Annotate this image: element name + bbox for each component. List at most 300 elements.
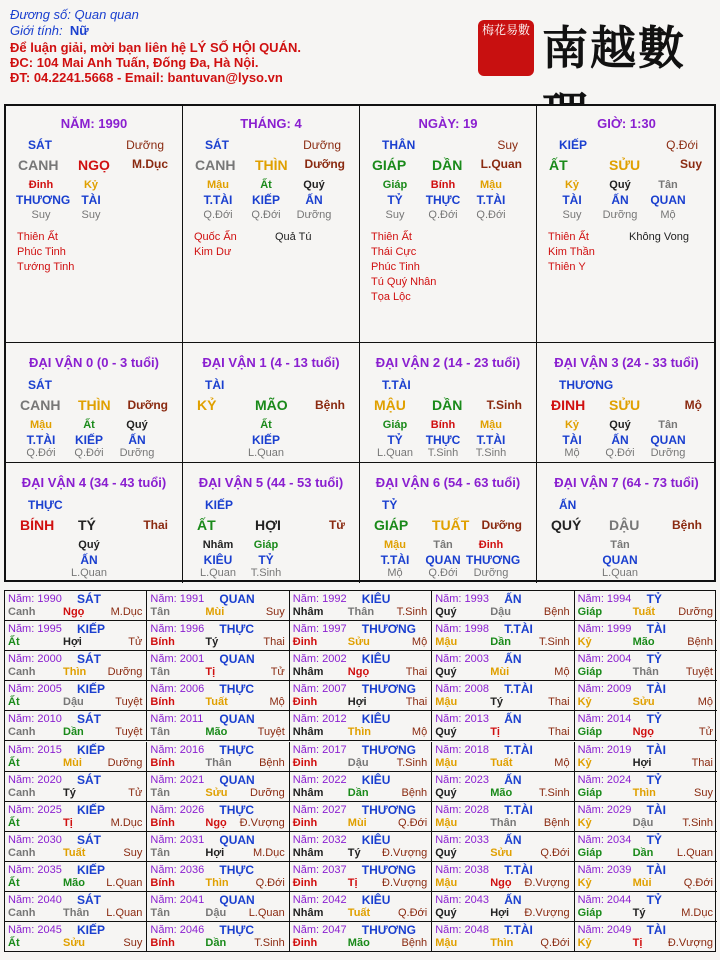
year-chi: Tị (63, 816, 73, 829)
year-can: Quý (435, 606, 457, 618)
star-item: Phúc Tinh (17, 246, 66, 258)
year-can: Kỷ (577, 636, 592, 649)
year-cell (290, 892, 432, 922)
year-can: Kỷ (577, 756, 592, 769)
logo-text: 南越數 (542, 21, 686, 75)
year-thap-than: ẤN (504, 893, 522, 907)
year-thap-than: THƯƠNG (361, 862, 416, 877)
year-thap-than: T.TÀI (504, 862, 533, 877)
year-label (293, 774, 347, 786)
year-label (435, 774, 489, 786)
year-label (150, 774, 204, 786)
dai-van-title: ĐẠI VẬN 1 (4 - 13 tuổi) (202, 355, 340, 370)
year-cell (575, 922, 717, 952)
year-thap-than: T.TÀI (504, 622, 533, 637)
pillar-can: CANH (195, 157, 236, 173)
year-prefix: Năm: (292, 863, 320, 876)
year-truong-sinh: Suy (265, 606, 285, 618)
hidden-truong-sinh: Suy (31, 209, 51, 221)
year-label (150, 744, 204, 756)
year-prefix: Năm: (292, 743, 320, 756)
year-chi: Mùi (205, 606, 225, 618)
dai-van-title: ĐẠI VẬN 3 (24 - 33 tuổi) (554, 355, 699, 370)
year-chi: Sửu (63, 937, 86, 950)
year-can: Ất (8, 696, 20, 709)
year-thap-than: QUAN (219, 592, 255, 606)
year-number: 2007 (319, 683, 347, 696)
year-chi: Ngọ (632, 726, 654, 739)
duong-so-value: Quan quan (74, 7, 139, 22)
pillar-cell (183, 106, 360, 343)
dai-van-title: ĐẠI VẬN 4 (34 - 43 tuổi) (21, 475, 167, 490)
hidden-thap-than: TỶ (258, 553, 274, 567)
year-prefix: Năm: (577, 924, 604, 937)
year-label (8, 653, 62, 665)
year-label (578, 623, 632, 635)
year-prefix: Năm: (150, 593, 177, 605)
year-cell (5, 862, 147, 892)
year-chi: Sửu (347, 636, 370, 649)
year-can: Đinh (292, 756, 318, 769)
year-number: 2037 (319, 863, 347, 876)
hidden-truong-sinh: Suy (562, 209, 582, 221)
year-truong-sinh: Mộ (269, 696, 285, 709)
stars-list (548, 230, 595, 275)
hidden-thap-than: THƯƠNG (466, 553, 521, 567)
year-cell (432, 772, 574, 802)
hidden-thap-than: KIẾP (251, 433, 280, 447)
hidden-thap-than: T.TÀI (26, 433, 56, 447)
year-chi: Thìn (490, 937, 514, 950)
dai-van-can: KỶ (197, 397, 217, 413)
year-label (578, 683, 632, 695)
year-chi: Mão (632, 636, 655, 649)
hidden-truong-sinh: Dưỡng (296, 209, 332, 221)
year-chi: Mão (490, 786, 513, 799)
year-label (578, 804, 632, 816)
year-can: Canh (8, 666, 36, 679)
year-thap-than: KIẾP (77, 742, 106, 757)
year-label (293, 593, 347, 605)
year-thap-than: SÁT (77, 592, 101, 606)
logo (478, 8, 714, 78)
year-truong-sinh: Đ.Vượng (667, 937, 713, 950)
year-cell (575, 772, 717, 802)
year-thap-than: QUAN (219, 652, 255, 667)
year-can: Nhâm (292, 846, 324, 859)
year-can: Mậu (435, 696, 458, 709)
hidden-can: Quý (609, 419, 631, 431)
year-thap-than: THỰC (219, 742, 255, 757)
hidden-can: Đinh (478, 539, 504, 551)
hidden-can: Đinh (28, 179, 54, 191)
hidden-can: Kỷ (564, 419, 580, 431)
year-cell (432, 802, 574, 832)
year-thap-than: TỶ (646, 592, 662, 606)
year-label (435, 593, 489, 605)
year-can: Đinh (292, 816, 318, 829)
year-number: 2009 (603, 683, 632, 696)
hidden-truong-sinh: T.Sinh (475, 447, 507, 459)
hidden-can: Tân (433, 539, 453, 551)
year-thap-than: TÀI (646, 923, 666, 938)
year-label (150, 713, 203, 725)
year-thap-than: QUAN (219, 893, 255, 907)
year-can: Kỷ (577, 937, 592, 950)
year-label (435, 804, 489, 816)
year-thap-than: TÀI (646, 802, 666, 817)
hidden-truong-sinh: L.Quan (247, 447, 285, 459)
year-label (435, 864, 489, 876)
pillar-top-left: SÁT (28, 138, 52, 152)
hidden-truong-sinh: Q.Đới (203, 209, 233, 221)
pillar-chi: THÌN (255, 157, 288, 173)
pillar-cell (537, 106, 716, 343)
year-prefix: Năm: (8, 683, 35, 696)
year-truong-sinh: Mộ (554, 666, 570, 679)
hidden-thap-than: T.TÀI (476, 433, 506, 447)
year-truong-sinh: Bệnh (259, 756, 285, 769)
year-can: Bính (150, 937, 175, 950)
star-item: Thiên Ất (371, 231, 412, 243)
hidden-thap-than: T.TÀI (203, 193, 233, 207)
pillar-title: THÁNG: 4 (240, 116, 302, 131)
year-can: Tân (150, 726, 170, 739)
year-cell (147, 862, 289, 892)
year-truong-sinh: L.Quan (676, 846, 713, 859)
year-prefix: Năm: (150, 924, 177, 937)
year-cell (5, 802, 147, 832)
dai-van-top: THỰC (28, 498, 63, 512)
hidden-truong-sinh: Mộ (387, 567, 403, 579)
year-number: 2017 (319, 743, 347, 756)
dai-van-can: MẬU (374, 397, 406, 413)
dai-van-right: Tử (328, 518, 345, 532)
year-cell (575, 651, 717, 681)
stars-list (194, 230, 237, 260)
year-can: Nhâm (292, 666, 324, 679)
year-thap-than: ẤN (504, 652, 522, 667)
year-truong-sinh: T.Sinh (254, 937, 285, 950)
year-thap-than: ẤN (504, 832, 522, 847)
year-truong-sinh: Bệnh (687, 636, 713, 649)
year-label (8, 834, 62, 846)
year-cell (5, 651, 147, 681)
year-cell (147, 651, 289, 681)
hidden-can: Kỷ (564, 179, 580, 191)
year-number: 2021 (176, 773, 205, 786)
year-prefix: Năm: (435, 833, 462, 846)
year-chi: Thìn (632, 786, 656, 799)
year-number: 2016 (176, 743, 205, 756)
year-label (293, 653, 347, 665)
year-label (8, 774, 62, 786)
year-can: Ất (8, 876, 20, 889)
year-can: Đinh (292, 696, 318, 709)
year-truong-sinh: T.Sinh (682, 816, 713, 829)
year-cell (575, 742, 717, 772)
year-can: Tân (150, 907, 170, 919)
year-can: Quý (435, 907, 457, 919)
year-label (293, 623, 347, 635)
year-prefix: Năm: (577, 863, 604, 876)
year-can: Bính (150, 636, 175, 649)
year-chi: Dậu (490, 606, 511, 618)
year-prefix: Năm: (8, 833, 35, 846)
year-thap-than: KIẾP (77, 923, 106, 938)
pillar-title: NGÀY: 19 (418, 116, 478, 131)
year-truong-sinh: Mộ (554, 756, 570, 769)
year-prefix: Năm: (577, 894, 604, 906)
stars-list (17, 230, 74, 275)
year-label (435, 653, 489, 665)
year-label (293, 804, 347, 816)
main-chart-grid (4, 104, 716, 582)
year-thap-than: ẤN (504, 592, 522, 606)
year-prefix: Năm: (8, 593, 35, 605)
year-number: 2003 (461, 653, 489, 666)
year-can: Giáp (577, 786, 603, 799)
year-label (435, 744, 489, 756)
year-chi: Tý (205, 636, 219, 649)
year-cell (5, 892, 147, 922)
hidden-can: Giáp (382, 179, 408, 191)
year-thap-than: ẤN (504, 712, 522, 727)
year-truong-sinh: Đ.Vượng (239, 816, 285, 829)
year-cell (147, 772, 289, 802)
year-thap-than: KIÊU (361, 772, 391, 787)
year-truong-sinh: Suy (123, 846, 143, 859)
year-truong-sinh: Suy (123, 937, 143, 950)
dai-van-cell (537, 343, 716, 463)
year-can: Giáp (577, 907, 603, 919)
year-label (578, 894, 632, 906)
hidden-truong-sinh: T.Sinh (250, 567, 282, 579)
pillar-can: CANH (18, 157, 59, 173)
year-thap-than: KIẾP (77, 862, 106, 877)
year-number: 2008 (461, 683, 489, 696)
year-prefix: Năm: (292, 713, 320, 726)
dai-van-right: Bệnh (315, 398, 345, 412)
year-number: 2010 (34, 713, 62, 726)
year-number: 2027 (319, 803, 347, 816)
year-chi: Dần (63, 726, 84, 739)
dai-van-cell (537, 463, 716, 583)
year-cell (575, 802, 717, 832)
year-prefix: Năm: (292, 683, 320, 696)
year-truong-sinh: T.Sinh (396, 606, 428, 618)
year-label (150, 924, 204, 936)
year-chi: Ngọ (205, 816, 227, 829)
year-label (8, 683, 62, 695)
year-prefix: Năm: (8, 653, 35, 666)
year-cell (575, 832, 717, 862)
year-prefix: Năm: (435, 713, 462, 726)
stars-list-2 (275, 230, 312, 245)
hidden-thap-than: T.TÀI (476, 193, 506, 207)
year-chi: Thìn (63, 666, 87, 679)
year-chi: Tuất (205, 696, 228, 709)
year-cell (575, 591, 717, 621)
year-label (8, 804, 62, 816)
year-thap-than: QUAN (219, 832, 255, 847)
year-truong-sinh: Bệnh (543, 816, 570, 829)
hidden-truong-sinh: Dưỡng (602, 209, 638, 221)
year-label (150, 894, 204, 906)
year-cell (5, 772, 147, 802)
year-prefix: Năm: (292, 924, 320, 937)
year-cell (5, 681, 147, 711)
hidden-thap-than: THỰC (425, 433, 461, 447)
year-chi: Dần (347, 786, 369, 799)
hidden-can: Quý (126, 419, 148, 431)
dai-van-title: ĐẠI VẬN 6 (54 - 63 tuổi) (375, 475, 521, 490)
year-truong-sinh: Đ.Vượng (524, 876, 570, 889)
year-number: 2024 (603, 773, 632, 786)
year-truong-sinh: Dưỡng (107, 756, 143, 769)
pillar-chi-right: M.Dục (132, 157, 168, 171)
year-can: Tân (150, 846, 170, 859)
year-thap-than: THƯƠNG (361, 923, 416, 938)
hidden-thap-than: T.TÀI (380, 553, 410, 567)
year-truong-sinh: Dưỡng (678, 606, 713, 618)
star-item: Tú Quý Nhân (371, 276, 437, 288)
year-prefix: Năm: (150, 713, 177, 726)
year-cell (290, 681, 432, 711)
year-truong-sinh: Q.Đới (683, 876, 713, 889)
year-label (578, 713, 632, 725)
hidden-truong-sinh: Mộ (660, 209, 676, 221)
year-chi: Mùi (63, 756, 82, 769)
year-number: 2042 (319, 894, 347, 906)
year-can: Kỷ (577, 816, 592, 829)
hidden-can: Mậu (480, 179, 502, 191)
year-truong-sinh: Thai (548, 696, 570, 709)
year-chi: Sửu (632, 696, 655, 709)
year-can: Canh (8, 907, 36, 919)
year-cell (432, 681, 574, 711)
dai-van-right: Thai (143, 518, 168, 532)
year-prefix: Năm: (577, 623, 604, 636)
dai-van-cell (6, 343, 183, 463)
dai-van-top: TỶ (382, 498, 398, 512)
year-chi: Thân (632, 666, 659, 679)
dai-van-right: T.Sinh (486, 398, 522, 412)
year-prefix: Năm: (150, 833, 177, 846)
hidden-thap-than: QUAN (602, 553, 638, 567)
year-truong-sinh: Mộ (411, 636, 428, 649)
year-truong-sinh: L.Quan (106, 907, 143, 919)
year-prefix: Năm: (577, 803, 604, 816)
dai-van-chi: DẬU (609, 517, 640, 533)
year-cell (147, 802, 289, 832)
year-thap-than: TÀI (646, 682, 666, 697)
dai-van-title: ĐẠI VẬN 5 (44 - 53 tuổi) (198, 475, 344, 490)
contact-line-1: Để luận giải, mời bạn liên hệ LÝ SỐ HỘI QUÁN. (10, 40, 301, 55)
hidden-can: Mậu (480, 419, 502, 431)
year-cell (432, 742, 574, 772)
year-thap-than: SÁT (77, 772, 101, 787)
year-chi: Tị (205, 666, 216, 679)
header (10, 7, 470, 85)
hidden-truong-sinh: Dưỡng (650, 447, 686, 459)
year-truong-sinh: Mộ (697, 696, 713, 709)
year-chi: Tị (490, 726, 500, 739)
hidden-thap-than: KIẾP (74, 433, 103, 447)
year-cell (290, 621, 432, 651)
year-label (293, 864, 347, 876)
year-cell (5, 742, 147, 772)
year-cell (5, 621, 147, 651)
year-chi: Dần (490, 636, 511, 649)
year-truong-sinh: Đ.Vượng (382, 846, 428, 859)
dai-van-chi: TUẤT (432, 517, 470, 533)
dai-van-chi: DẦN (432, 397, 463, 413)
year-cell (290, 711, 432, 741)
year-cell (290, 802, 432, 832)
year-chi: Sửu (205, 786, 228, 799)
year-chi: Tuất (63, 846, 86, 859)
year-number: 2039 (603, 863, 632, 876)
year-number: 2004 (603, 653, 632, 666)
year-number: 2015 (34, 743, 62, 756)
year-chi: Tuất (632, 606, 655, 618)
year-can: Nhâm (292, 606, 324, 618)
hidden-thap-than: QUAN (650, 193, 686, 207)
hidden-thap-than: TỶ (387, 193, 403, 207)
year-can: Mậu (435, 876, 458, 889)
year-prefix: Năm: (150, 894, 177, 906)
pillar-top-left: KIẾP (559, 138, 588, 152)
year-truong-sinh: Dưỡng (250, 786, 285, 799)
gioi-tinh-value: Nữ (69, 23, 89, 38)
hidden-can: Tân (658, 179, 678, 191)
hidden-truong-sinh: L.Quan (376, 447, 414, 459)
year-chi: Mùi (632, 876, 652, 889)
year-chi: Thân (63, 907, 90, 919)
year-truong-sinh: Mộ (411, 726, 428, 739)
year-truong-sinh: Q.Đới (397, 907, 428, 919)
year-cell (5, 832, 147, 862)
hidden-thap-than: TÀI (81, 193, 101, 207)
dai-van-top: TÀI (205, 378, 225, 392)
hidden-can: Tân (658, 419, 678, 431)
year-truong-sinh: Tuyệt (115, 696, 143, 709)
year-cell (575, 621, 717, 651)
year-thap-than: QUAN (219, 712, 255, 727)
dai-van-cell (360, 343, 537, 463)
year-number: 1998 (461, 623, 489, 636)
year-label (435, 924, 489, 936)
year-can: Quý (435, 726, 457, 739)
dai-van-chi: TÝ (78, 517, 96, 533)
year-prefix: Năm: (150, 683, 177, 696)
year-truong-sinh: Bệnh (401, 937, 428, 950)
hidden-thap-than: TÀI (562, 433, 582, 447)
year-prefix: Năm: (8, 773, 35, 786)
year-can: Bính (150, 756, 175, 769)
year-can: Mậu (435, 756, 458, 769)
year-truong-sinh: Tuyệt (115, 726, 143, 739)
hidden-can: Kỷ (83, 179, 99, 191)
hidden-truong-sinh: L.Quan (70, 567, 108, 579)
year-prefix: Năm: (8, 924, 35, 937)
year-prefix: Năm: (577, 773, 604, 786)
year-label (435, 683, 489, 695)
logo-seal: 梅花易數 (478, 20, 534, 76)
year-cell (147, 832, 289, 862)
year-truong-sinh: Tuyệt (257, 726, 285, 739)
